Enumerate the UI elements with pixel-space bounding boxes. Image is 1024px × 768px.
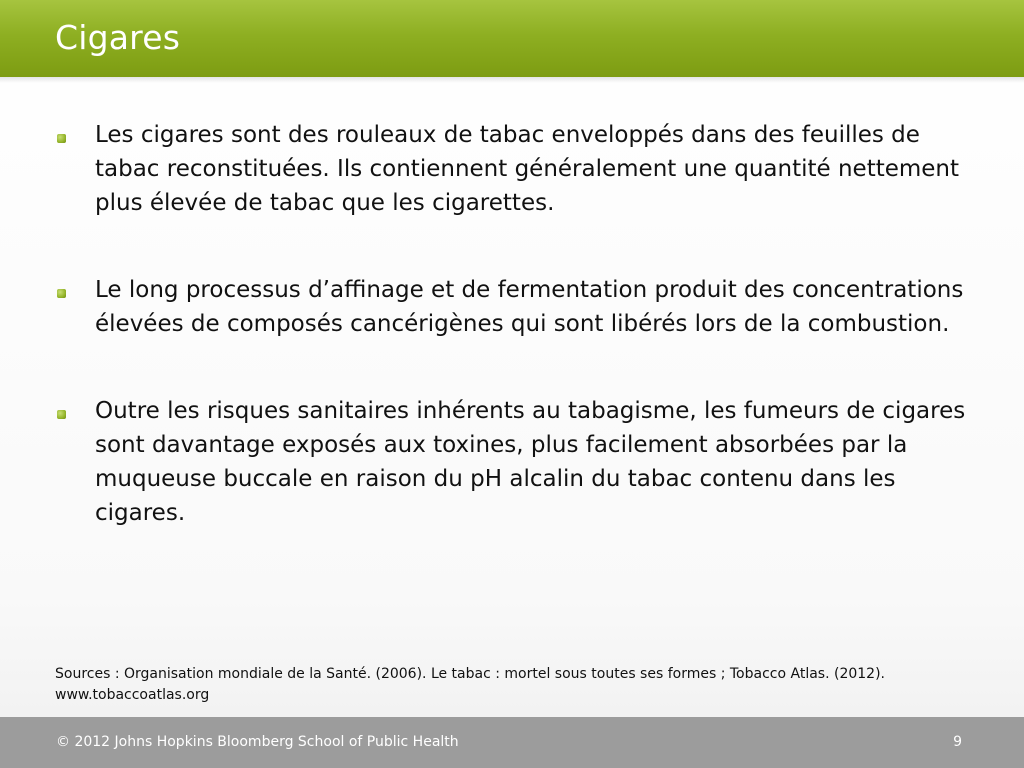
bullet-text: Le long processus d’affinage et de fermentation produit des concentrations élevées de composés cancérigènes qui sont libérés lors de la combustion. (95, 277, 964, 337)
bullet-item (55, 118, 975, 220)
bullet-text: Outre les risques sanitaires inhérents au tabagisme, les fumeurs de cigares sont davantage exposés aux toxines, plus facilement absorbées par la muqueuse buccale en raison du pH alcalin du tabac contenu dans les cigares. (95, 398, 966, 526)
page-number: 9 (953, 734, 962, 750)
bullet-item (55, 273, 975, 341)
footer-bar (0, 717, 1024, 768)
copyright-text: © 2012 Johns Hopkins Bloomberg School of Public Health (56, 734, 459, 750)
bullet-item (55, 394, 975, 530)
bullet-square-icon (57, 134, 66, 143)
bullet-list (55, 118, 975, 583)
bullet-square-icon (57, 410, 66, 419)
bullet-text: Les cigares sont des rouleaux de tabac enveloppés dans des feuilles de tabac reconstituées. Ils contiennent généralement une quantité nettement plus élevée de tabac que les cigarettes. (95, 122, 960, 216)
slide-title: Cigares (55, 18, 181, 57)
sources-note: Sources : Organisation mondiale de la Santé. (2006). Le tabac : mortel sous toutes ses formes ; Tobacco Atlas. (2012). www.tobaccoatlas.org (55, 666, 885, 703)
bullet-square-icon (57, 289, 66, 298)
title-bar (0, 0, 1024, 77)
